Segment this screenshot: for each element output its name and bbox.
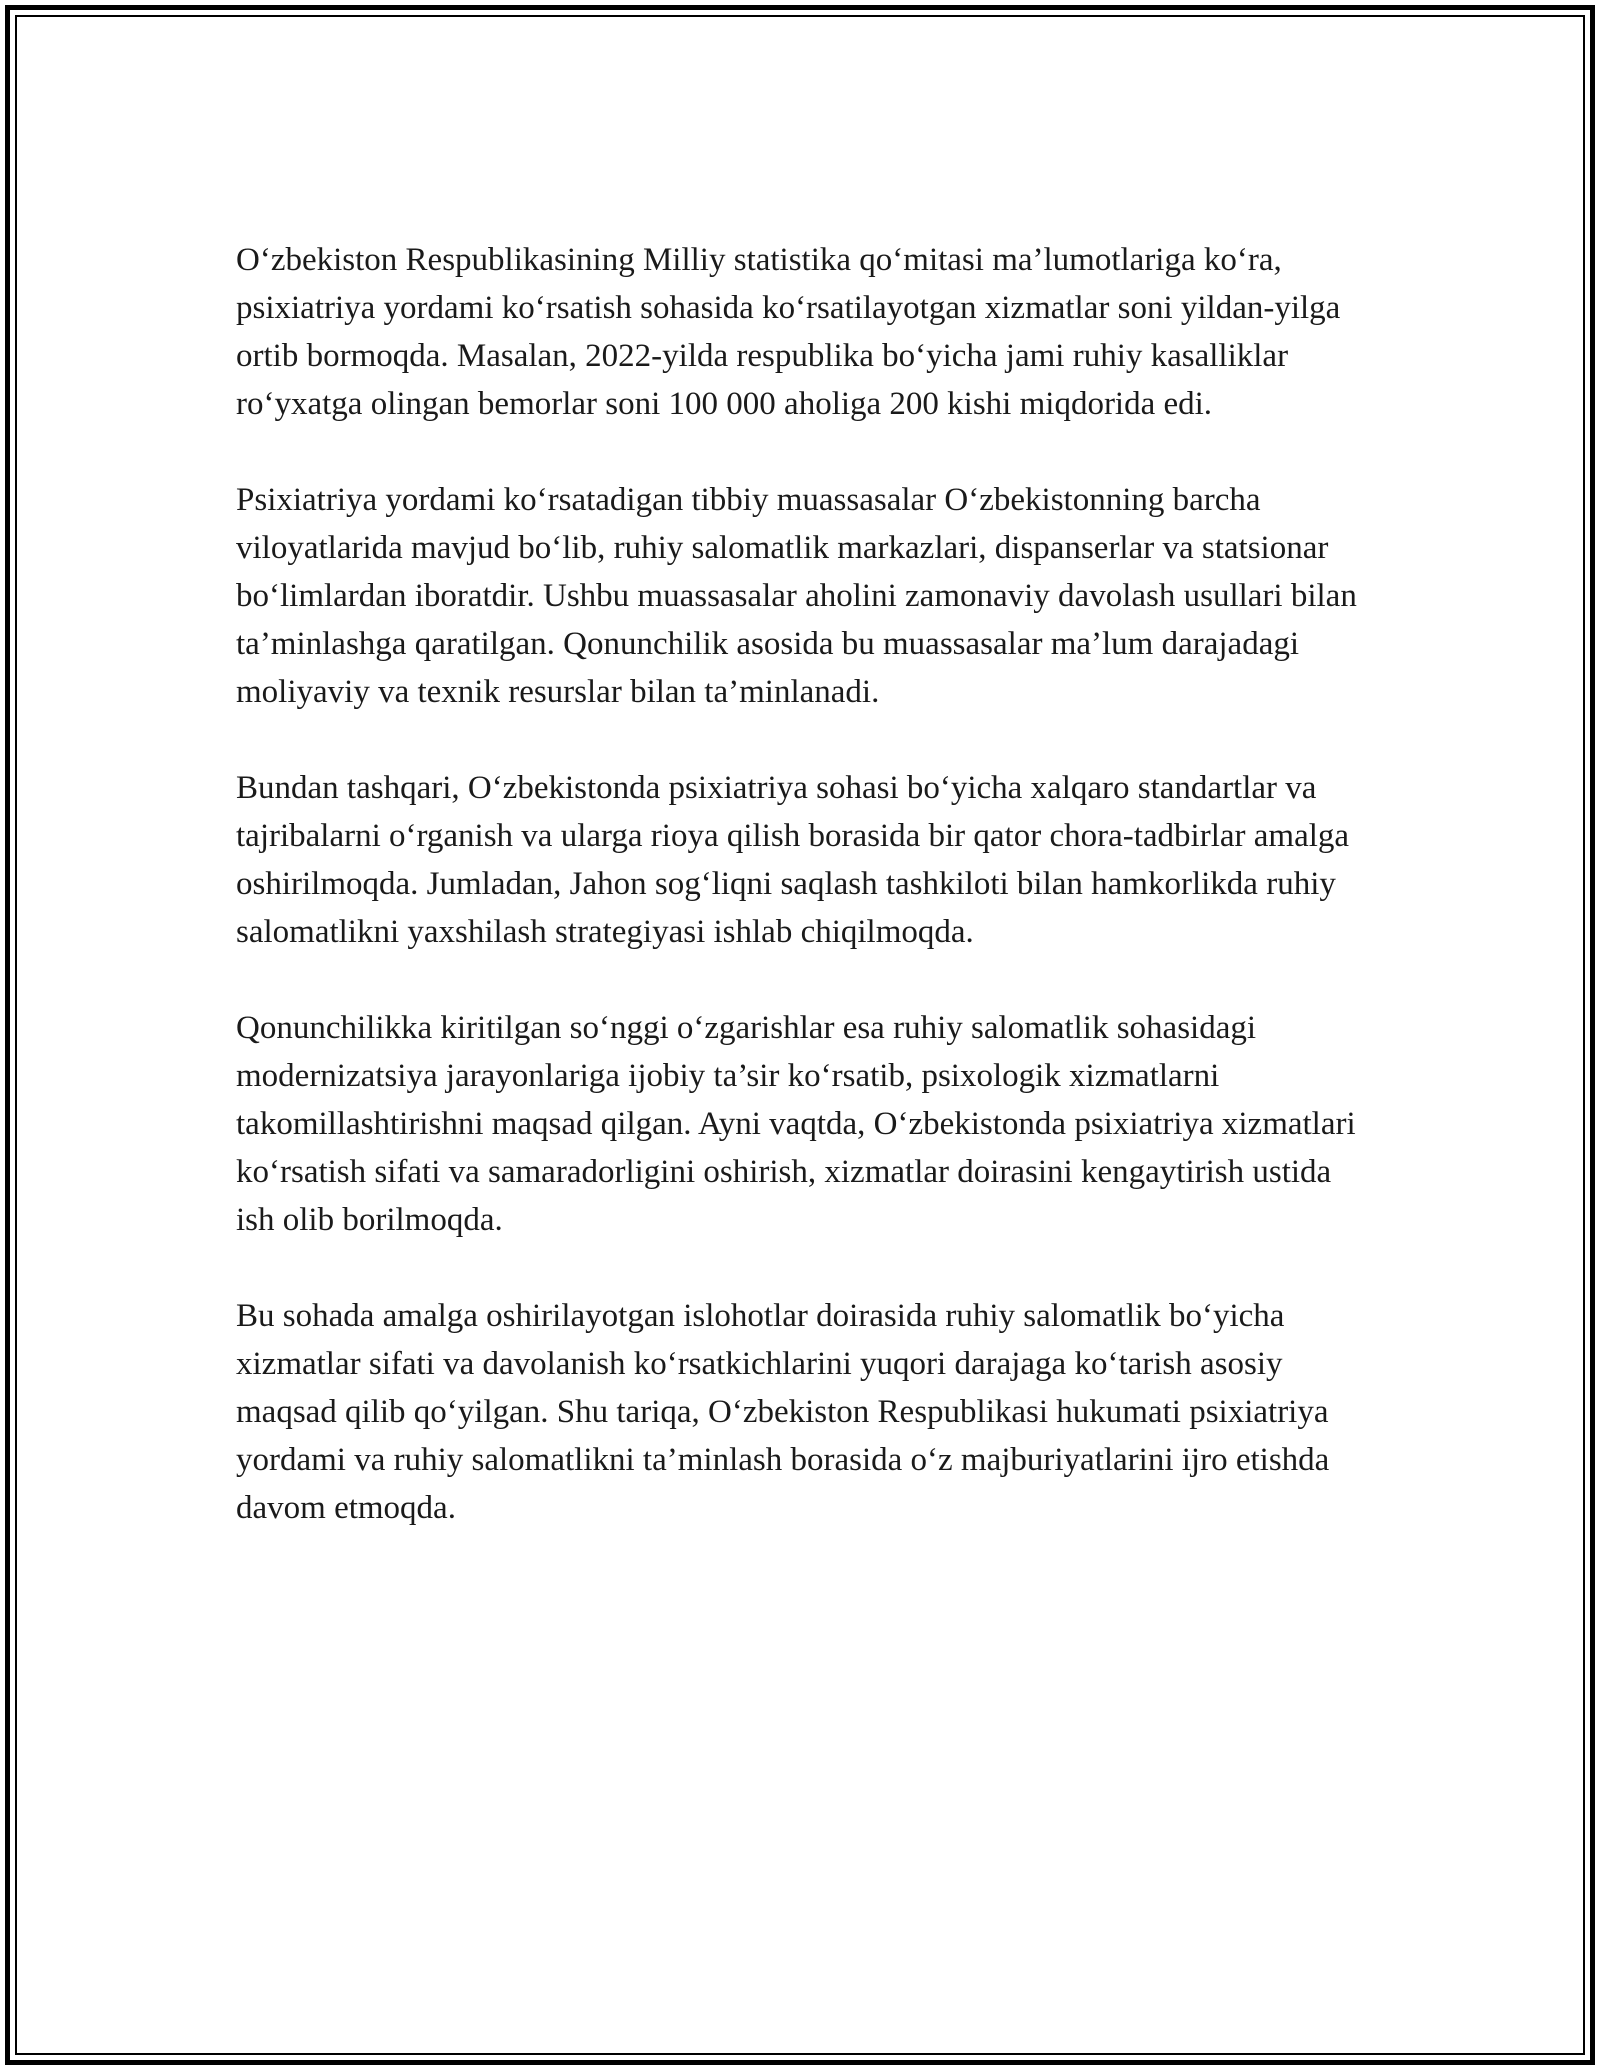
paragraph-1: O‘zbekiston Respublikasining Milliy statistika qo‘mitasi ma’lumotlariga ko‘ra, psixiatriya yordami ko‘rsatish sohasida ko‘rsatilayotgan xizmatlar soni yildan-yilga ortib bormoqda. Masalan, 2022-yilda respublika bo‘yicha jami ruhiy kasalliklar ro‘yxatga olingan bemorlar soni 100 000 aholiga 200 kishi miqdorida edi. xyxy=(236,242,1341,422)
paragraph-5: Bu sohada amalga oshirilayotgan islohotlar doirasida ruhiy salomatlik bo‘yicha xizmatlar sifati va davolanish ko‘rsatkichlarini yuqori darajaga ko‘tarish asosiy maqsad qilib qo‘yilgan. Shu tariqa, O‘zbekiston Respublikasi hukumati psixiatriya yordami va ruhiy salomatlikni ta’minlash borasida o‘z majburiyatlarini ijro etishda davom etmoqda. xyxy=(236,1298,1330,1526)
document-body xyxy=(236,236,1366,1532)
paragraph-4: Qonunchilikka kiritilgan so‘nggi o‘zgarishlar esa ruhiy salomatlik sohasidagi modernizatsiya jarayonlariga ijobiy ta’sir ko‘rsatib, psixologik xizmatlarni takomillashtirishni maqsad qilgan. Ayni vaqtda, O‘zbekistonda psixiatriya xizmatlari ko‘rsatish sifati va samaradorligini oshirish, xizmatlar doirasini kengaytirish ustida ish olib borilmoqda. xyxy=(236,1010,1356,1238)
paragraph-2: Psixiatriya yordami ko‘rsatadigan tibbiy muassasalar O‘zbekistonning barcha viloyatlarida mavjud bo‘lib, ruhiy salomatlik markazlari, dispanserlar va statsionar bo‘limlardan iboratdir. Ushbu muassasalar aholini zamonaviy davolash usullari bilan ta’minlashga qaratilgan. Qonunchilik asosida bu muassasalar ma’lum darajadagi moliyaviy va texnik resurslar bilan ta’minlanadi. xyxy=(236,482,1357,710)
paragraph-3: Bundan tashqari, O‘zbekistonda psixiatriya sohasi bo‘yicha xalqaro standartlar va tajribalarni o‘rganish va ularga rioya qilish borasida bir qator chora-tadbirlar amalga oshirilmoqda. Jumladan, Jahon sog‘liqni saqlash tashkiloti bilan hamkorlikda ruhiy salomatlikni yaxshilash strategiyasi ishlab chiqilmoqda. xyxy=(236,770,1350,950)
